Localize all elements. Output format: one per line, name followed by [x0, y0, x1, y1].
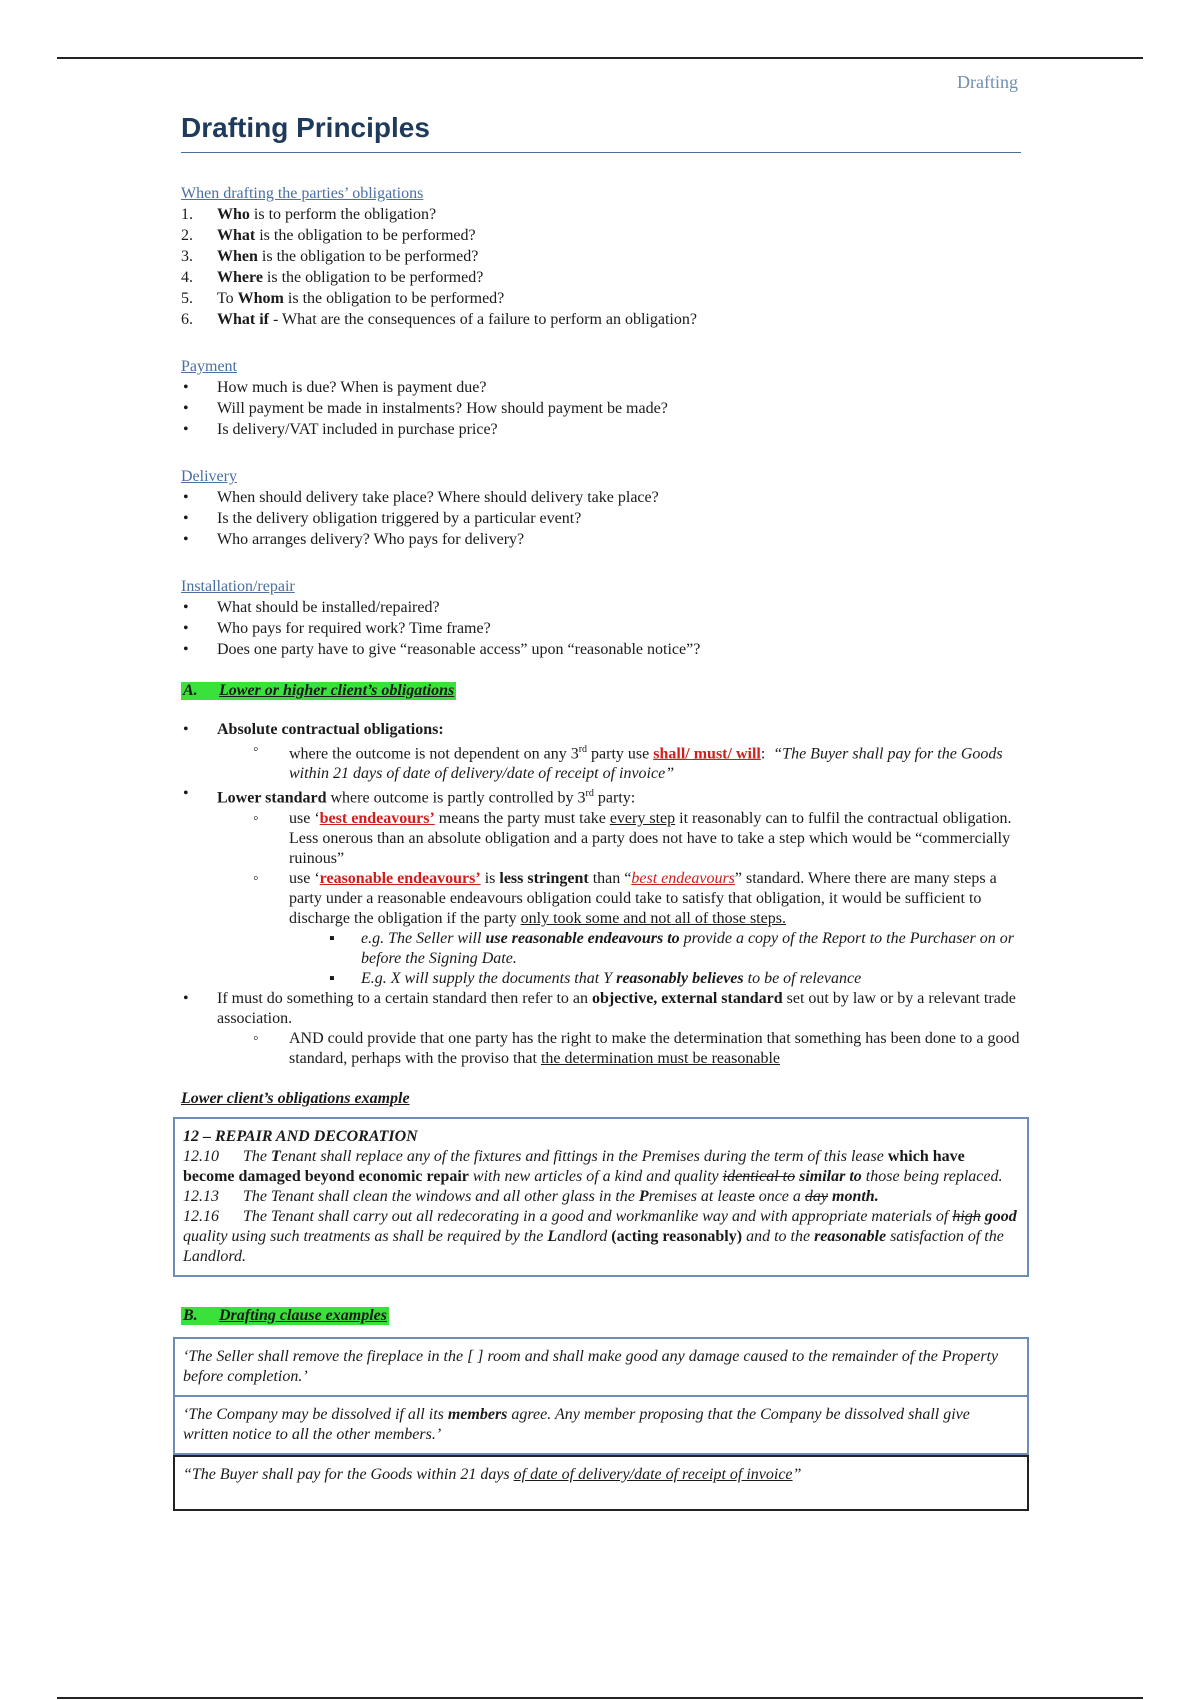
and-sub-item: ◦ AND could provide that one party has the right to make the determination that something has been done to a good standard, perhaps with the proviso that the determination must be reasonable [181, 1029, 1021, 1069]
list-item: • Who arranges delivery? Who pays for delivery? [181, 529, 1021, 550]
list-item: 4. Where is the obligation to be performed? [181, 269, 484, 286]
list-item: • How much is due? When is payment due? [181, 377, 1021, 398]
section-a-list-2 [181, 784, 1021, 808]
list-item: • Is delivery/VAT included in purchase price? [181, 419, 1021, 440]
payment-heading: Payment [181, 358, 237, 375]
list-item: • Lower standard where outcome is partly controlled by 3rd party: [181, 784, 1021, 808]
list-item: 1. Who is to perform the obligation? [181, 206, 437, 223]
delivery-section [181, 466, 1021, 550]
section-b-heading: B. Drafting clause examples [183, 1306, 387, 1324]
list-item: • What should be installed/repaired? [181, 597, 1021, 618]
clause-12-13: 12.13 The Tenant shall clean the windows and all other glass in the Premises at leaste once a day month. [183, 1187, 879, 1205]
list-item: • When should delivery take place? Where should delivery take place? [181, 487, 1021, 508]
clause-12-10: 12.10 The Tenant shall replace any of the fixtures and fittings in the Premises during the term of this lease which have become damaged beyond economic repair with new articles of a kind and quality identical to similar to those being replaced. [183, 1147, 1003, 1185]
section-a [181, 682, 1021, 1069]
obligations-heading: When drafting the parties’ obligations [181, 185, 424, 202]
clause-12-16: 12.16 The Tenant shall carry out all redecorating in a good and workmanlike way and with appropriate materials of high good quality using such treatments as shall be required by the Landlord (acting reasonably) and to the reasonable satisfaction of the Landlord. [183, 1207, 1017, 1265]
absolute-sub-item: ◦ where the outcome is not dependent on any 3rd party use shall/ must/ will: “The Buyer shall pay for the Goods within 21 days of date of delivery/date of receipt of invoice” [181, 740, 1021, 784]
section-a-list [181, 720, 1021, 740]
lower-example-section [181, 1089, 1021, 1277]
example-item: ▪ e.g. The Seller will use reasonable endeavours to provide a copy of the Report to the Purchaser on or before the Signing Date. [181, 929, 1021, 969]
bottom-rule [57, 1697, 1143, 1699]
clause-example: “The Buyer shall pay for the Goods within 21 days of date of delivery/date of receipt of invoice” [173, 1455, 1029, 1511]
list-item: 6. What if - What are the consequences of a failure to perform an obligation? [181, 311, 697, 328]
obligations-section [181, 183, 1021, 330]
payment-list [181, 377, 1021, 440]
section-b [181, 1307, 1021, 1511]
document-body [181, 112, 1021, 1511]
list-item: • Absolute contractual obligations: [181, 720, 1021, 740]
obligations-list [181, 204, 1021, 330]
list-item: 2. What is the obligation to be performed? [181, 227, 476, 244]
clause-example: ‘The Seller shall remove the fireplace in the [ ] room and shall make good any damage caused to the remainder of the Property before completion.’ [173, 1337, 1029, 1397]
section-a-heading: A. Lower or higher client’s obligations [183, 682, 455, 699]
example-item: ▪ E.g. X will supply the documents that Y reasonably believes to be of relevance [181, 969, 1021, 989]
list-item: • Who pays for required work? Time frame? [181, 618, 1021, 639]
repair-clause-box [173, 1117, 1029, 1277]
list-item: • If must do something to a certain standard then refer to an objective, external standard set out by law or by a relevant trade association. [181, 989, 1021, 1029]
payment-section [181, 356, 1021, 440]
section-a-list-3 [181, 989, 1021, 1029]
list-item: • Does one party have to give “reasonable access” upon “reasonable notice”? [181, 639, 1021, 660]
top-rule [57, 57, 1143, 59]
lower-example-heading: Lower client’s obligations example [181, 1089, 410, 1107]
running-header: Drafting [957, 72, 1018, 92]
list-item: • Will payment be made in instalments? How should payment be made? [181, 398, 1021, 419]
box-title: 12 – REPAIR AND DECORATION [183, 1127, 418, 1145]
list-item: 5. To Whom is the obligation to be performed? [181, 290, 505, 307]
clause-example: ‘The Company may be dissolved if all its members agree. Any member proposing that the Company be dissolved shall give written notice to all the other members.’ [173, 1397, 1029, 1455]
reasonable-endeavours-item: ◦ use ‘reasonable endeavours’ is less stringent than “best endeavours” standard. Where there are many steps a party under a reasonable endeavours obligation could take to satisfy that obligation, it would be sufficient to discharge the obligation if the party only took some and not all of those steps. [181, 869, 1021, 929]
installation-list [181, 597, 1021, 660]
list-item: • Is the delivery obligation triggered by a particular event? [181, 508, 1021, 529]
delivery-list [181, 487, 1021, 550]
best-endeavours-item: ◦ use ‘best endeavours’ means the party must take every step it reasonably can to fulfil the contractual obligation. Less onerous than an absolute obligation and a party does not have to take a step which would be “commercially ruinous” [181, 809, 1021, 869]
installation-heading: Installation/repair [181, 578, 295, 595]
list-item: 3. When is the obligation to be performed? [181, 248, 479, 265]
installation-section [181, 576, 1021, 660]
clause-examples [173, 1337, 1029, 1511]
page-title: Drafting Principles [181, 112, 1021, 153]
delivery-heading: Delivery [181, 468, 237, 485]
